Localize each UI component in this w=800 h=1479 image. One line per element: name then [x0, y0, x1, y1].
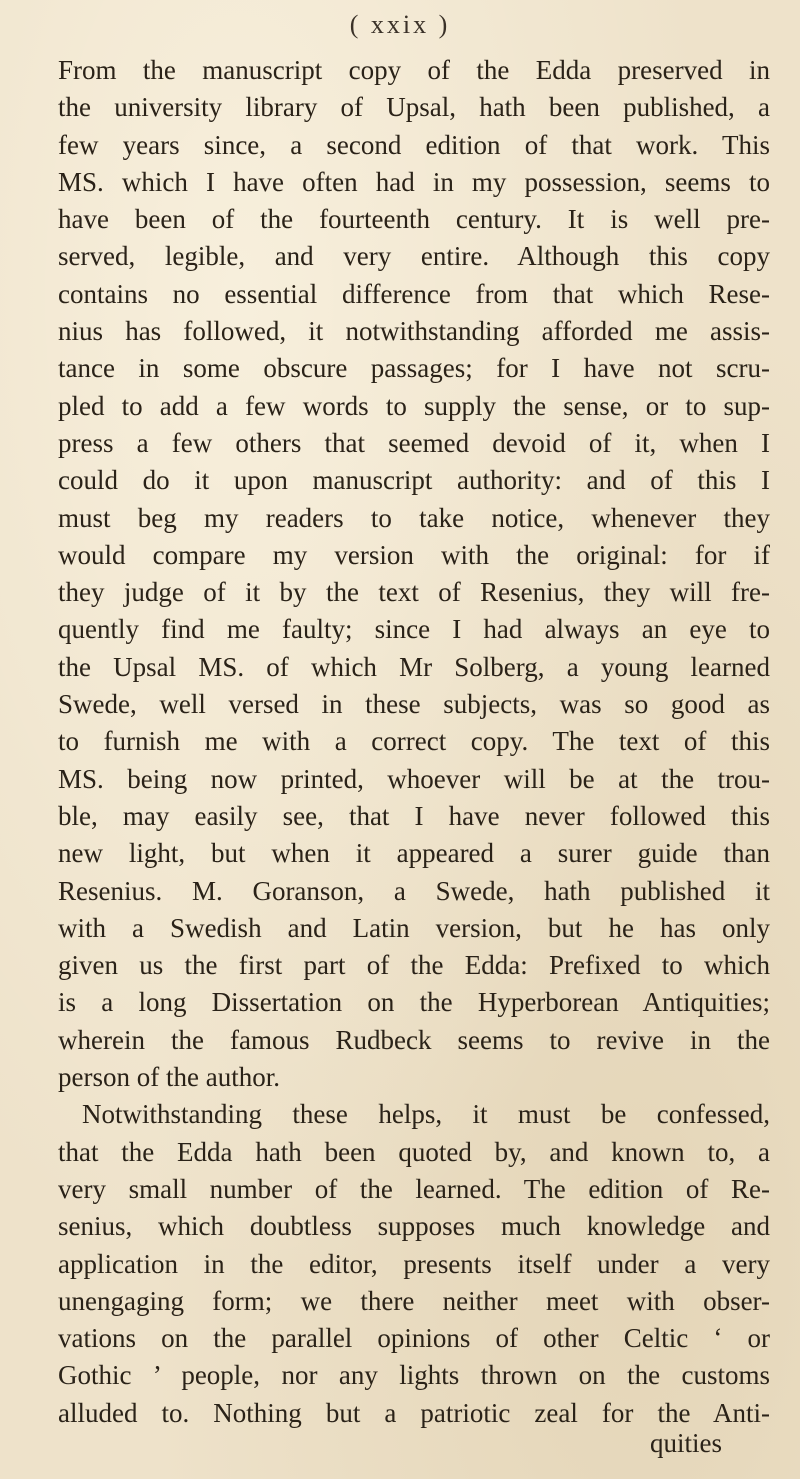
text-line: is a long Dissertation on the Hyperborean Antiquities;: [58, 987, 770, 1018]
text-line: could do it upon manuscript authority: and of this I: [58, 465, 770, 496]
text-line: to furnish me with a correct copy. The text of this: [58, 726, 770, 757]
text-line: the university library of Upsal, hath been published, a: [58, 92, 770, 123]
text-line: contains no essential difference from that which Rese-: [58, 278, 770, 309]
text-line: press a few others that seemed devoid of it, when I: [58, 427, 770, 458]
text-line: must beg my readers to take notice, whenever they: [58, 502, 770, 533]
text-line: would compare my version with the original: for if: [58, 539, 770, 570]
text-line: MS. being now printed, whoever will be at the trou-: [58, 763, 770, 794]
text-line: Resenius. M. Goranson, a Swede, hath published it: [58, 875, 770, 906]
text-line: alluded to. Nothing but a patriotic zeal for the Anti-: [58, 1397, 770, 1428]
text-line: given us the first part of the Edda: Prefixed to which: [58, 950, 770, 981]
text-line: served, legible, and very entire. Although this copy: [58, 241, 770, 272]
catchword: quities: [650, 1428, 722, 1458]
text-line: quently find me faulty; since I had always an eye to: [58, 614, 770, 645]
paragraph-start-line: Notwithstanding these helps, it must be confessed,: [82, 1099, 770, 1130]
text-line: MS. which I have often had in my possession, seems to: [58, 166, 770, 197]
text-line: few years since, a second edition of that work. This: [58, 129, 770, 160]
text-line: vations on the parallel opinions of other Celtic ‘ or: [58, 1323, 770, 1354]
text-line: pled to add a few words to supply the sense, or to sup-: [58, 390, 770, 421]
text-line: ble, may easily see, that I have never followed this: [58, 800, 770, 831]
text-line: wherein the famous Rudbeck seems to revive in the: [58, 1024, 770, 1055]
body-text: [58, 52, 770, 1432]
text-line: Gothic ’ people, nor any lights thrown on the customs: [58, 1360, 770, 1391]
text-line: person of the author.: [58, 1062, 280, 1093]
text-line: application in the editor, presents itself under a very: [58, 1248, 770, 1279]
text-line: Swede, well versed in these subjects, was so good as: [58, 689, 770, 720]
text-line: that the Edda hath been quoted by, and known to, a: [58, 1136, 770, 1167]
page-number: ( xxix ): [349, 10, 451, 39]
text-line: senius, which doubtless supposes much knowledge and: [58, 1211, 770, 1242]
text-line: have been of the fourteenth century. It is well pre-: [58, 204, 770, 235]
text-line: nius has followed, it notwithstanding afforded me assis-: [58, 316, 770, 347]
text-line: From the manuscript copy of the Edda preserved in: [58, 55, 770, 85]
text-line: tance in some obscure passages; for I have not scru-: [58, 353, 770, 384]
text-line: the Upsal MS. of which Mr Solberg, a young learned: [58, 651, 770, 682]
text-line: they judge of it by the text of Resenius, they will fre-: [58, 577, 770, 608]
text-line: very small number of the learned. The edition of Re-: [58, 1173, 770, 1204]
text-line: with a Swedish and Latin version, but he has only: [58, 912, 770, 943]
text-line: new light, but when it appeared a surer guide than: [58, 838, 770, 869]
text-line: unengaging form; we there neither meet with obser-: [58, 1285, 770, 1316]
